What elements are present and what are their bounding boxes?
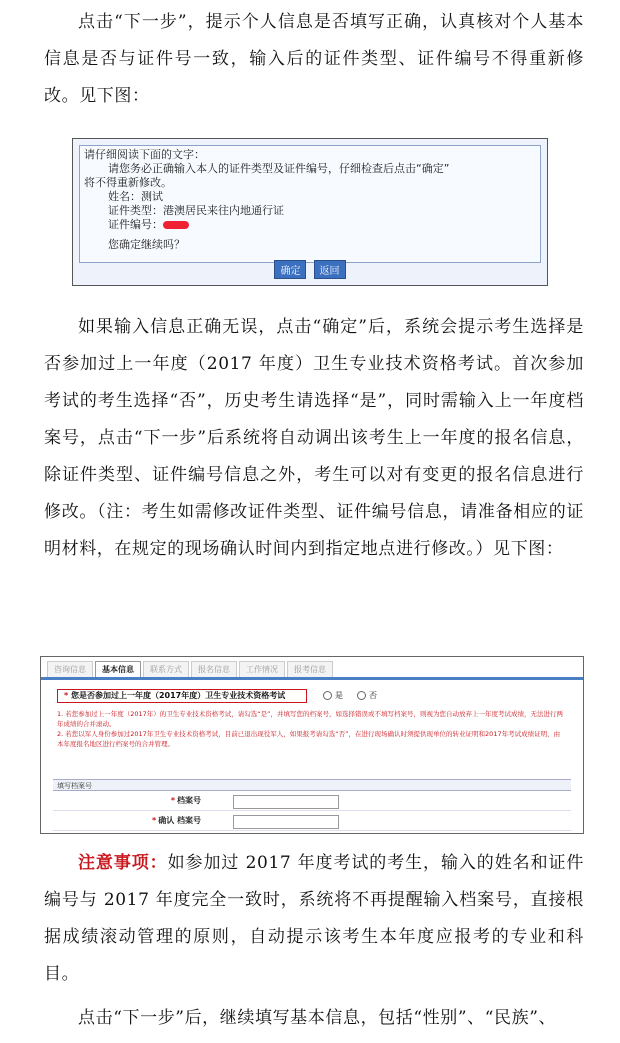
note-body: 如参加过 2017 年度考试的考生，输入的姓名和证件编号与 2017 年度完全一致时，系统将不再提醒输入档案号，直接根据成绩滚动管理的原则，自动提示该考生本年度应报考的专业和科目。 [44,853,585,984]
confirm-archive-label: * 确认 档案号 [152,816,201,825]
archive-label: * 档案号 [170,796,201,805]
dialog-line2: 请您务必正确输入本人的证件类型及证件编号，仔细检查后点击“确定” [108,162,450,175]
tab-work[interactable]: 工作情况 [239,661,285,677]
dialog-id-type: 证件类型：港澳居民来往内地通行证 [108,204,284,217]
tab-basic-info[interactable]: 基本信息 [95,661,141,677]
dialog-id-no-row [84,218,536,232]
form-notes [57,709,565,749]
dialog-id-no: 证件编号： [108,218,163,231]
radio-no[interactable] [357,691,366,700]
tab-contact[interactable]: 联系方式 [143,661,189,677]
confirm-archive-input[interactable] [233,815,339,829]
paragraph-4: 点击“下一步”后，继续填写基本信息，包括“性别”、“民族”、 [78,1008,557,1028]
dialog-line1: 请仔细阅读下面的文字： [84,148,205,161]
dialog-confirm-question: 您确定继续吗？ [108,238,185,251]
tab-signup[interactable]: 报名信息 [191,661,237,677]
dialog-name: 姓名：测试 [108,190,163,203]
tab-exam[interactable]: 报考信息 [287,661,333,677]
archive-input[interactable] [233,795,339,809]
tab-consult[interactable]: 咨询信息 [47,661,93,677]
archive-section-header: 填写档案号 [53,779,571,791]
paragraph-2: 如果输入信息正确无误，点击“确定”后，系统会提示考生选择是否参加过上一年度（2017 年度）卫生专业技术资格考试。首次参加考试的考生选择“否”，历史考生请选择“是”，同时需输入上一年度档案号，点击“下一步”后系统将自动调出该考生上一年度的报名信息，除证件类型、证件编号信息之外，考生可以对有变更的报名信息进行修改。（注：考生如需修改证件类型、证件编号信息，请准备相应的证明材料，在规定的现场确认时间内到指定地点进行修改。）见下图： [44,317,584,559]
option-no[interactable]: 否 [357,689,377,703]
confirm-dialog-figure [72,138,548,286]
ok-button[interactable]: 确定 [274,260,306,279]
back-button[interactable]: 返回 [314,260,346,279]
confirm-archive-row [53,812,571,831]
previous-exam-question: * 您是否参加过上一年度（2017年度）卫生专业技术资格考试 [57,689,307,703]
option-yes[interactable]: 是 [323,689,343,703]
paragraph-3 [44,845,584,993]
radio-yes[interactable] [323,691,332,700]
exam-history-form-figure [40,656,584,834]
dialog-buttons [73,259,547,279]
redaction-mark [163,221,189,229]
form-tabs [47,661,335,677]
dialog-line3: 将不得重新修改。 [84,176,172,189]
paragraph-1: 点击“下一步”，提示个人信息是否填写正确，认真核对个人基本信息是否与证件号一致，输入后的证件类型、证件编号不得重新修改。见下图： [44,12,584,106]
form-note-2: 2. 若您以军人身份参加过2017年卫生专业技术资格考试，目前已退出现役军人，如果报考请勾选“否”，在进行现场确认时须提供现单位的转业证明和2017年考试成绩证明，由本年度报名地区进行档案号的合并管理。 [57,730,561,748]
previous-exam-question-row [57,689,565,705]
tab-underline [41,677,583,680]
confirm-dialog-body [79,145,541,263]
archive-row [53,792,571,811]
form-note-1: 1. 若您参加过上一年度（2017年）的卫生专业技术资格考试，请勾选“是”，并填写您的档案号，如选择错误或不填写档案号，则视为您自动放弃上一年度考试成绩，无法进行两年成绩的合并滚动。 [57,710,564,728]
note-title: 注意事项： [78,853,168,873]
